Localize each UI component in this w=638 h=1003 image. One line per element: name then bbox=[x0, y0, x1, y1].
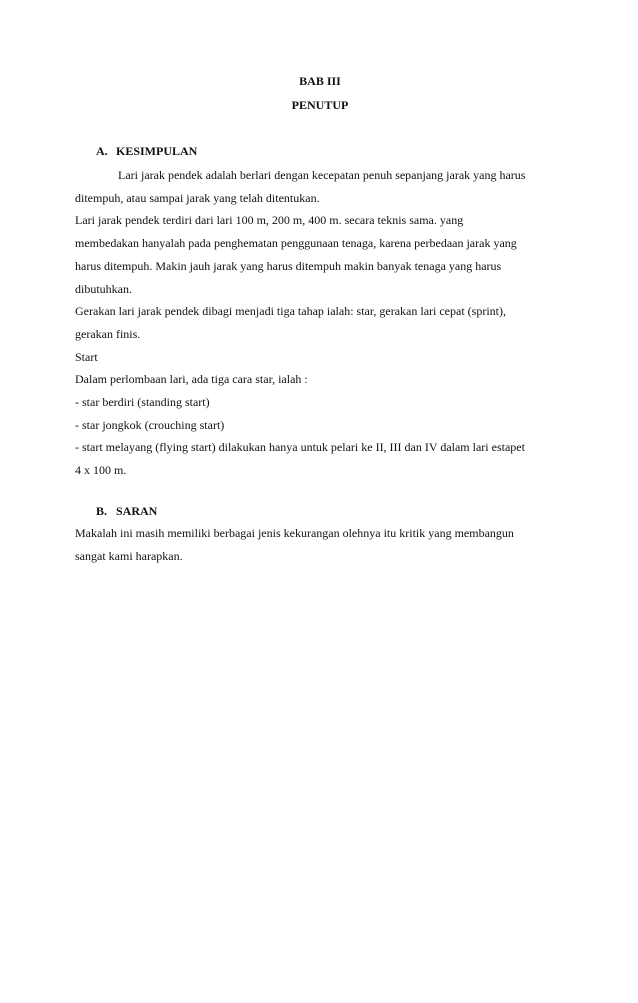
paragraph-line: harus ditempuh. Makin jauh jarak yang harus ditempuh makin banyak tenaga yang harus bbox=[75, 258, 502, 273]
paragraph-line: Lari jarak pendek adalah berlari dengan kecepatan penuh sepanjang jarak yang harus bbox=[118, 168, 526, 182]
chapter-title: PENUTUP bbox=[291, 98, 349, 112]
paragraph-line: gerakan finis. bbox=[75, 326, 141, 341]
list-item: - star berdiri (standing start) bbox=[75, 395, 210, 410]
paragraph-line: dibutuhkan. bbox=[75, 281, 132, 296]
list-item: - star jongkok (crouching start) bbox=[75, 417, 225, 432]
paragraph-line: Start bbox=[75, 349, 98, 364]
section-title: KESIMPULAN bbox=[116, 144, 198, 158]
paragraph-line: Makalah ini masih memiliki berbagai jenis kekurangan olehnya itu kritik yang membangun bbox=[75, 525, 514, 540]
section-marker: B. bbox=[96, 503, 108, 518]
list-item: - start melayang (flying start) dilakukan hanya untuk pelari ke II, III dan IV dalam lari estapet bbox=[75, 440, 525, 455]
section-body-kesimpulan bbox=[75, 164, 565, 482]
chapter-number: BAB III bbox=[299, 74, 341, 88]
paragraph-line: ditempuh, atau sampai jarak yang telah ditentukan. bbox=[75, 190, 320, 205]
paragraph-line: membedakan hanyalah pada penghematan penggunaan tenaga, karena perbedaan jarak yang bbox=[75, 236, 517, 251]
section-marker: A. bbox=[96, 144, 108, 158]
paragraph-line: 4 x 100 m. bbox=[75, 463, 127, 478]
paragraph-line: Gerakan lari jarak pendek dibagi menjadi tiga tahap ialah: star, gerakan lari cepat (sprint), bbox=[75, 304, 506, 319]
document-body bbox=[75, 144, 565, 567]
paragraph-line: Lari jarak pendek terdiri dari lari 100 m, 200 m, 400 m. secara teknis sama. yang bbox=[75, 213, 464, 228]
section-title: SARAN bbox=[116, 503, 158, 518]
paragraph-line: Dalam perlombaan lari, ada tiga cara star, ialah : bbox=[75, 372, 308, 387]
section-heading-saran bbox=[96, 504, 565, 518]
section-heading-kesimpulan bbox=[96, 144, 565, 158]
paragraph-line: sangat kami harapkan. bbox=[75, 548, 183, 563]
section-body-saran bbox=[75, 522, 565, 567]
